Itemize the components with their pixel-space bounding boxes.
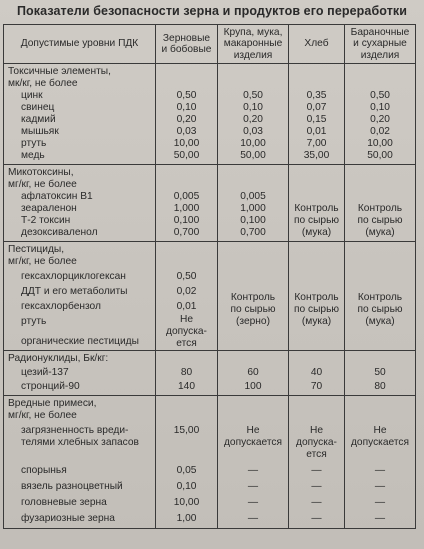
value: 0,03: [243, 126, 263, 137]
value-cell: [218, 165, 289, 242]
list-item: органические пестициды: [21, 336, 139, 347]
dash: —: [374, 481, 386, 492]
list-item: спорынья: [21, 465, 67, 476]
section-label-cell: [4, 165, 156, 242]
header-text: макаронные: [223, 38, 283, 50]
section-label-cell: [4, 242, 156, 351]
control-text: (мука): [301, 227, 332, 238]
value: 0,10: [176, 481, 197, 492]
value: 0,50: [370, 90, 390, 101]
value: 10,00: [240, 138, 266, 149]
value: 0,005: [240, 191, 266, 202]
control-text: Контроль: [357, 203, 403, 214]
control-cell: [218, 242, 289, 351]
list-item: загрязненность вреди-: [21, 425, 129, 436]
value: ется: [176, 338, 197, 349]
section-impurities: [4, 396, 416, 529]
value: 0,01: [306, 126, 327, 137]
section-title: Токсичные элементы,: [8, 66, 111, 77]
list-item: кадмий: [21, 114, 56, 125]
section-title: мк/кг, не более: [8, 78, 78, 89]
section-title: мг/кг, не более: [8, 179, 77, 190]
list-item: цезий-137: [21, 367, 69, 378]
dash: —: [311, 513, 322, 524]
control-text: Не: [246, 425, 260, 436]
list-item: ртуть: [21, 316, 47, 327]
value: 50,00: [367, 150, 393, 161]
list-item: Т-2 токсин: [21, 215, 71, 226]
value-cell: [218, 64, 289, 165]
control-text: по сырью: [293, 215, 340, 226]
control-text: (мука): [365, 227, 395, 238]
value: 10,00: [173, 497, 200, 508]
value: 0,02: [370, 126, 390, 137]
control-text: допускается: [223, 437, 283, 448]
value: 0,03: [176, 126, 197, 137]
control-text: (мука): [301, 316, 332, 327]
header-cell-groats: [218, 25, 289, 64]
section-label-cell: [4, 64, 156, 165]
header-cell-pdk: [4, 25, 156, 64]
value: 0,10: [243, 102, 263, 113]
list-item: головневые зерна: [21, 497, 107, 508]
control-text: Контроль: [357, 292, 403, 303]
control-text: ется: [306, 449, 327, 460]
value: 0,10: [370, 102, 390, 113]
value-cell: [156, 351, 218, 396]
control-text: по сырью: [230, 304, 276, 315]
control-text: (зерно): [236, 316, 270, 327]
page-title: Показатели безопасности зерна и продуктов его переработки: [16, 4, 408, 18]
value: 70: [310, 381, 323, 392]
section-label-cell: [4, 351, 156, 396]
dash: —: [247, 497, 259, 508]
header-text: Бараночные: [350, 26, 410, 38]
list-item: дезоксиваленол: [21, 227, 98, 238]
dash: —: [374, 465, 386, 476]
dash: —: [311, 497, 322, 508]
section-title: мг/кг, не более: [8, 256, 77, 267]
section-label-cell: [4, 396, 156, 529]
value: допуска-: [166, 326, 207, 337]
header-cell-bakery: [345, 25, 416, 64]
safety-table: [3, 24, 416, 529]
list-item: медь: [21, 150, 45, 161]
section-title: Пестициды,: [8, 244, 65, 255]
value: 0,100: [173, 215, 200, 226]
value: 0,15: [306, 114, 327, 125]
dash: —: [374, 513, 386, 524]
header-text: и сухарные: [353, 38, 407, 50]
value-cell: [345, 64, 416, 165]
value: 0,01: [176, 301, 197, 312]
value: 0,05: [176, 465, 197, 476]
dash: —: [311, 465, 322, 476]
header-cell-grain: [156, 25, 218, 64]
value: 0,50: [176, 90, 197, 101]
section-radionuclides: [4, 351, 416, 396]
list-item: гексахлорциклогексан: [21, 271, 126, 282]
dash: —: [247, 481, 259, 492]
value-cell: [156, 165, 218, 242]
list-item: афлатоксин В1: [21, 191, 93, 202]
value: 0,35: [306, 90, 327, 101]
value: 50,00: [173, 150, 200, 161]
value: 50,00: [240, 150, 266, 161]
control-text: по сырью: [357, 304, 403, 315]
value: 140: [178, 381, 195, 392]
value: 0,700: [173, 227, 200, 238]
value: 0,20: [176, 114, 197, 125]
value: 1,000: [173, 203, 200, 214]
header-text: Зерновые: [162, 32, 211, 44]
value: 7,00: [306, 138, 327, 149]
value-cell: [289, 64, 345, 165]
value: 0,02: [176, 286, 197, 297]
list-item: стронций-90: [21, 381, 80, 392]
header-text: Хлеб: [304, 38, 329, 50]
value: 0,50: [176, 271, 197, 282]
header-text: Допустимые уровни ПДК: [20, 38, 139, 50]
section-toxic-elements: [4, 64, 416, 165]
list-item: вязель разноцветный: [21, 481, 123, 492]
list-item: ртуть: [21, 138, 47, 149]
control-text: (мука): [365, 316, 395, 327]
value-cell: [289, 351, 345, 396]
value: 0,20: [370, 114, 390, 125]
dash: —: [247, 465, 259, 476]
value-cell: [218, 351, 289, 396]
value: 80: [374, 381, 386, 392]
section-pesticides: [4, 242, 416, 351]
value: 80: [180, 367, 193, 378]
control-text: допуска-: [296, 437, 337, 448]
control-text: допускается: [350, 437, 410, 448]
value-cell: [289, 396, 345, 529]
header-row: [4, 25, 416, 64]
value: 40: [310, 367, 323, 378]
header-text: изделия: [360, 49, 400, 61]
section-mycotoxins: [4, 165, 416, 242]
value-cell: [218, 396, 289, 529]
value: 0,50: [243, 90, 263, 101]
value: 60: [247, 367, 259, 378]
section-title: Радионуклиды, Бк/кг:: [8, 353, 109, 364]
value: 0,100: [240, 215, 266, 226]
dash: —: [374, 497, 386, 508]
list-item: цинк: [21, 90, 43, 101]
list-item: свинец: [21, 102, 55, 113]
value: 1,00: [176, 513, 197, 524]
section-title: Вредные примеси,: [8, 398, 97, 409]
value: 35,00: [303, 150, 330, 161]
section-title: Микотоксины,: [8, 167, 74, 178]
control-text: по сырью: [293, 304, 340, 315]
list-item: мышьяк: [21, 126, 59, 137]
list-item: фузариозные зерна: [21, 513, 115, 524]
control-text: Не: [309, 425, 324, 436]
value: 1,000: [240, 203, 266, 214]
control-cell: [289, 165, 345, 242]
value-cell: [156, 396, 218, 529]
value: 0,10: [176, 102, 197, 113]
value-cell: [156, 242, 218, 351]
control-text: Контроль: [294, 292, 339, 303]
control-text: Не: [373, 425, 387, 436]
dash: —: [311, 481, 322, 492]
value: 0,700: [240, 227, 266, 238]
value: Не: [179, 314, 194, 325]
value: 0,005: [173, 191, 200, 202]
control-text: Контроль: [294, 203, 339, 214]
list-item: зеараленон: [21, 203, 77, 214]
value: 10,00: [173, 138, 200, 149]
list-item: телями хлебных запасов: [21, 437, 139, 448]
header-cell-bread: [289, 25, 345, 64]
header-text: Крупа, мука,: [223, 26, 283, 38]
control-text: Контроль: [230, 292, 276, 303]
value-cell: [345, 351, 416, 396]
header-text: изделия: [233, 49, 273, 61]
control-cell: [345, 242, 416, 351]
control-cell: [289, 242, 345, 351]
value: 50: [374, 367, 386, 378]
value: 100: [244, 381, 262, 392]
value: 15,00: [173, 425, 200, 436]
header-text: и бобовые: [161, 44, 212, 55]
value-cell: [345, 396, 416, 529]
value-cell: [156, 64, 218, 165]
value: 0,07: [306, 102, 327, 113]
value: 10,00: [367, 138, 393, 149]
section-title: мг/кг, не более: [8, 410, 77, 421]
list-item: ДДТ и его метаболиты: [21, 286, 128, 297]
list-item: гексахлорбензол: [21, 301, 101, 312]
control-text: по сырью: [357, 215, 403, 226]
dash: —: [247, 513, 259, 524]
value: 0,20: [243, 114, 263, 125]
control-cell: [345, 165, 416, 242]
